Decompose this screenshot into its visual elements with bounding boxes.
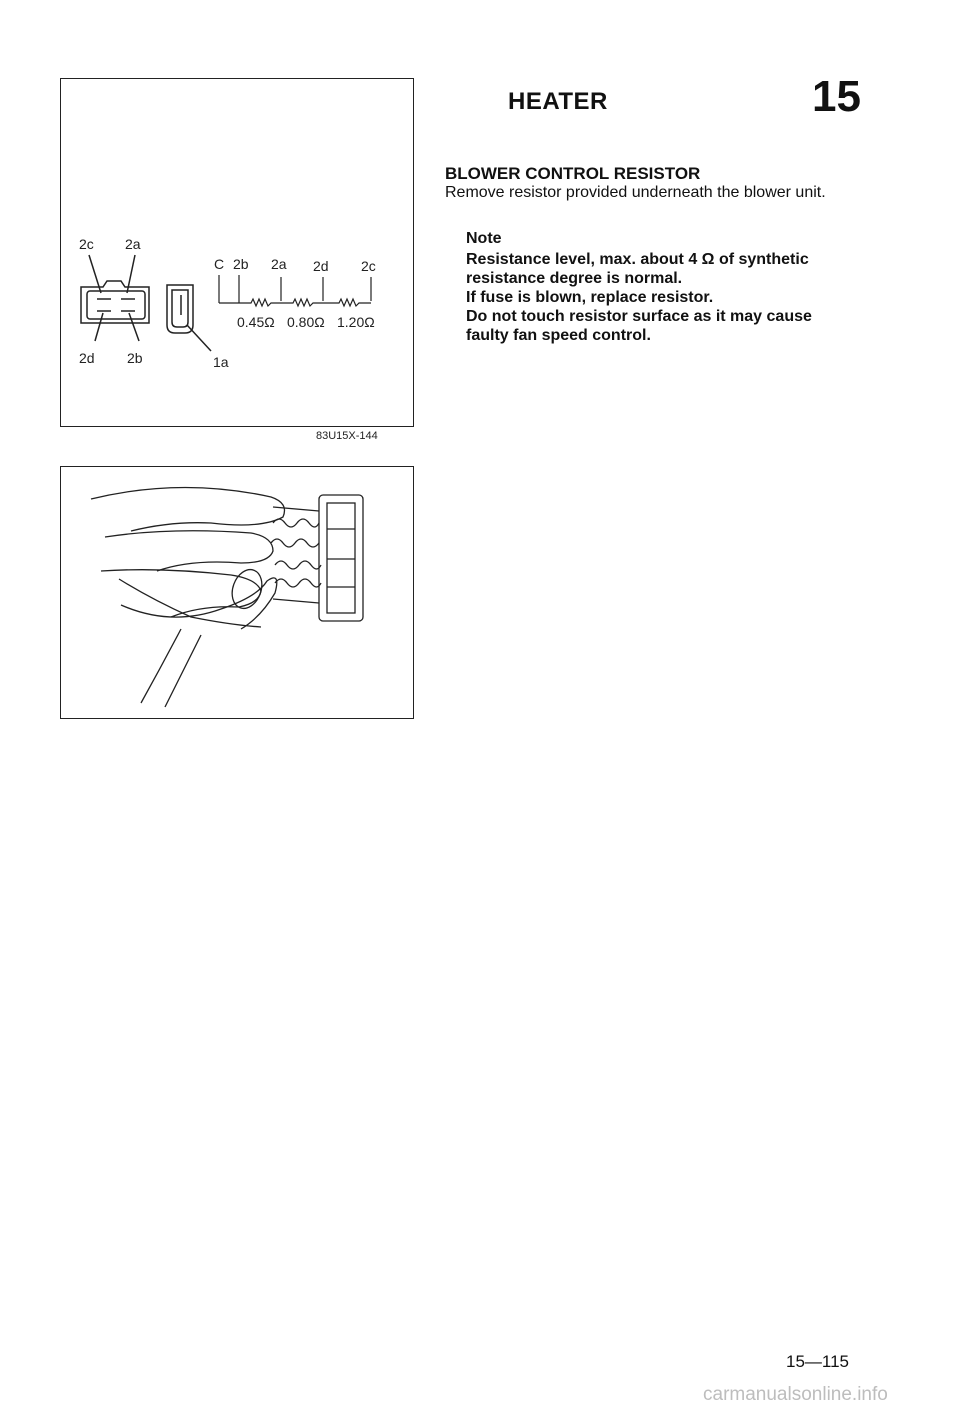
hand-resistor-illustration	[61, 467, 415, 720]
resistor-circuit	[219, 275, 371, 306]
resistance-1: 0.45Ω	[237, 314, 275, 330]
label-2d-bottom: 2d	[79, 350, 95, 366]
page-number: 15—115	[786, 1352, 850, 1371]
label-1a: 1a	[213, 354, 229, 370]
note-heading: Note	[466, 230, 502, 247]
section-number: 15	[812, 72, 861, 121]
terminal-2a: 2a	[271, 256, 287, 272]
note-line: resistance degree is normal.	[466, 270, 683, 287]
note-line: Resistance level, max. about 4 Ω of synthetic	[466, 251, 809, 268]
terminal-2c: 2c	[361, 258, 376, 274]
note-line: If fuse is blown, replace resistor.	[466, 289, 714, 306]
note-line: faulty fan speed control.	[466, 327, 651, 344]
single-pin-connector	[167, 285, 211, 351]
note-line: Do not touch resistor surface as it may cause	[466, 308, 812, 325]
procedure-body: Remove resistor provided underneath the blower unit.	[445, 184, 826, 201]
resistor-photo-illustration	[60, 466, 414, 719]
procedure-title: BLOWER CONTROL RESISTOR	[445, 164, 701, 183]
terminal-2d: 2d	[313, 258, 329, 274]
four-pin-connector	[81, 255, 149, 341]
label-2b-bottom: 2b	[127, 350, 143, 366]
terminal-2b: 2b	[233, 256, 249, 272]
label-2c-top: 2c	[79, 236, 94, 252]
resistance-3: 1.20Ω	[337, 314, 375, 330]
terminal-c: C	[214, 256, 225, 272]
section-title: HEATER	[508, 88, 608, 115]
resistance-2: 0.80Ω	[287, 314, 325, 330]
note-text	[466, 250, 896, 345]
watermark: carmanualsonline.info	[703, 1384, 888, 1405]
resistor-diagram-svg	[61, 79, 415, 428]
label-2a-top: 2a	[125, 236, 141, 252]
resistor-diagram	[60, 78, 414, 427]
figure-code: 83U15X-144	[316, 430, 378, 442]
